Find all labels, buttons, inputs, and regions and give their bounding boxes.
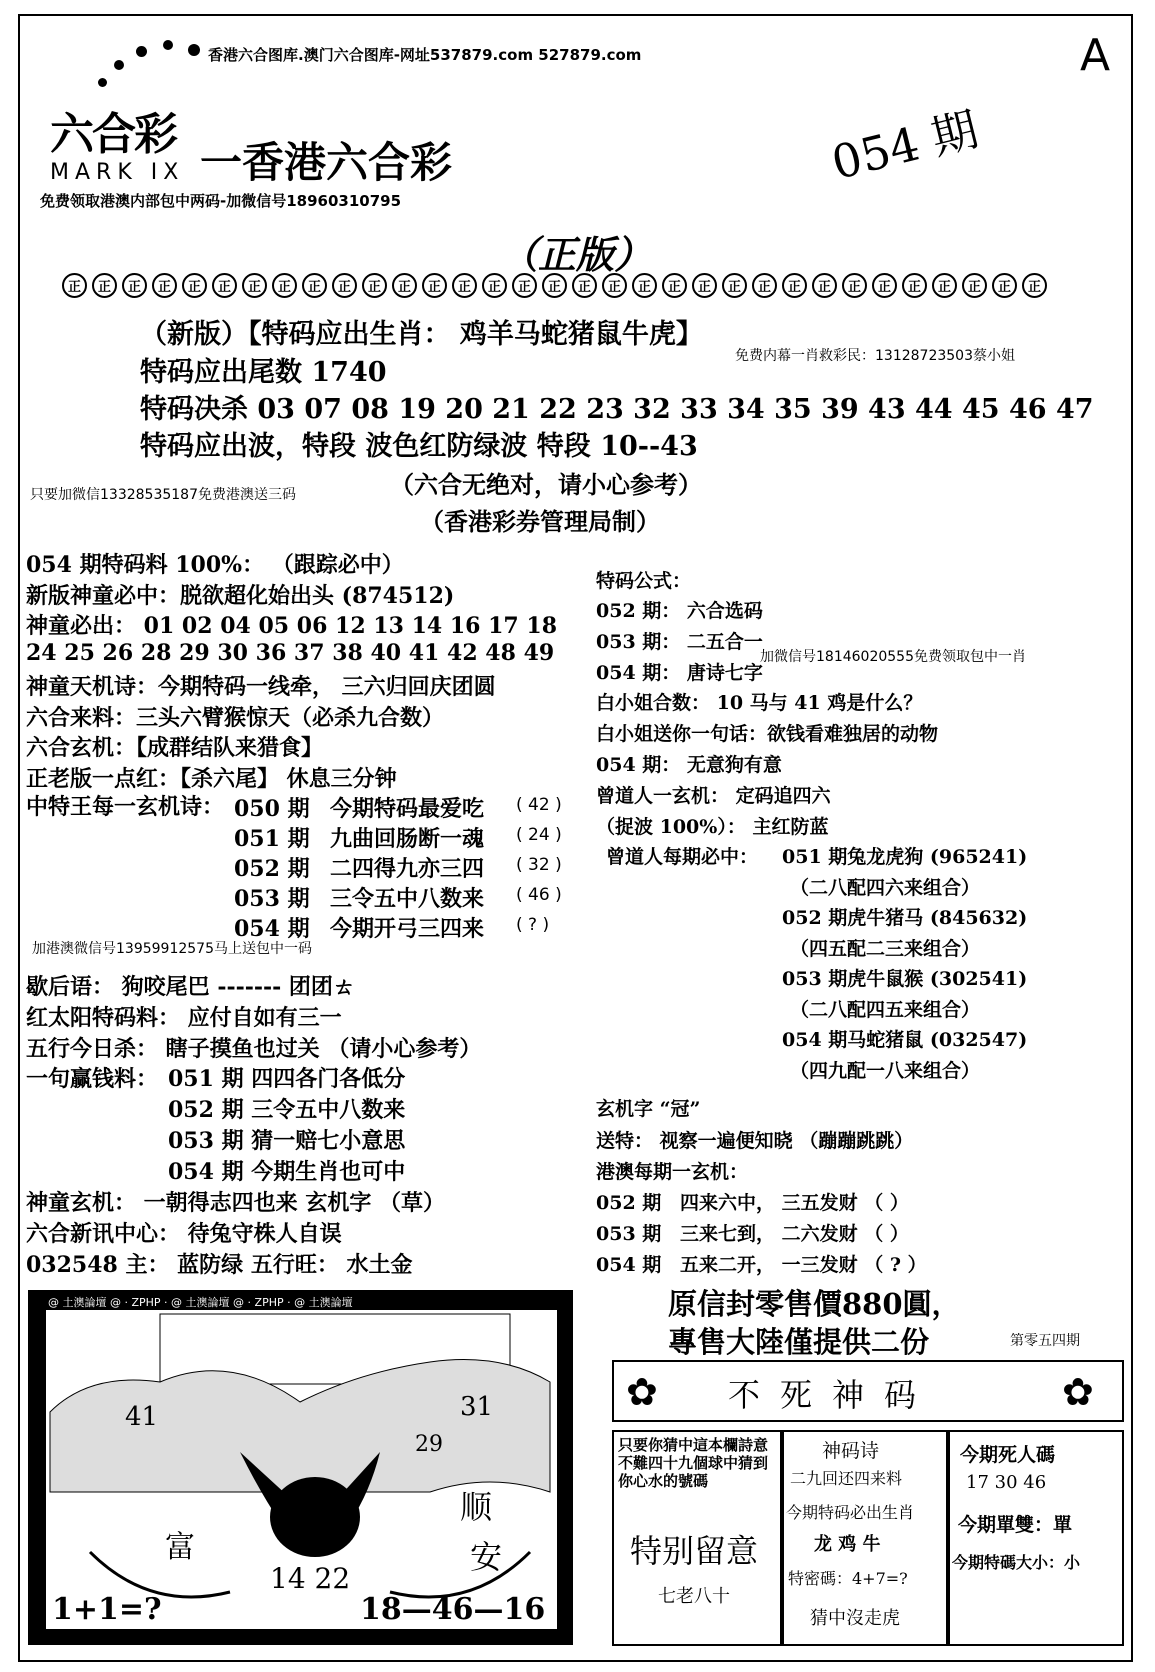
song-te: 送特： 视察一遍便知晓 （蹦蹦跳跳）	[596, 1130, 914, 1152]
zeng-label: 曾道人每期必中：	[606, 846, 759, 868]
pic-nums-bottom: 14 22	[270, 1562, 351, 1595]
gangao-text: 三来七到， 二六发财 （ ）	[680, 1223, 909, 1245]
zheng-badge: 正	[782, 273, 807, 298]
poem-num: ( ? )	[516, 915, 550, 935]
period-tag: 第零五四期	[1010, 1333, 1080, 1349]
left-line: 032548 主： 蓝防绿 五行旺： 水土金	[26, 1252, 413, 1278]
zheng-badge-row	[62, 273, 1047, 298]
formula-row: 054 期： 唐诗七字	[596, 662, 763, 684]
formula-row: 053 期： 二五合一	[596, 631, 763, 653]
logo-title: 一香港六合彩	[200, 138, 453, 187]
decor-dot	[188, 44, 200, 56]
zheng-badge: 正	[302, 273, 327, 298]
zeng-row: （四九配一八来组合）	[790, 1059, 981, 1082]
poem-num: ( 32 )	[516, 855, 562, 875]
left-line: 六合来料：三头六臂猴惊天（必杀九合数）	[26, 704, 445, 731]
big-small: 今期特碼大小：小	[952, 1553, 1081, 1572]
zheng-badge: 正	[812, 273, 837, 298]
promo-right-2: 加微信号18146020555免费领取包中一肖	[760, 649, 1026, 665]
zheng-badge: 正	[962, 273, 987, 298]
must-value: 龙 鸡 牛	[814, 1534, 881, 1555]
zheng-badge: 正	[452, 273, 477, 298]
pic-num-c: 29	[415, 1432, 443, 1457]
title-text: 不死神码	[728, 1376, 937, 1414]
flower-icon: ✿	[626, 1370, 658, 1414]
zheng-badge: 正	[542, 273, 567, 298]
zheng-badge: 正	[122, 273, 147, 298]
money-row: 053 期 猜一赔七小意思	[168, 1128, 406, 1154]
poem-label: 中特王每一玄机诗：	[26, 794, 225, 820]
left-line: 六合新讯中心： 待兔守株人自误	[26, 1221, 342, 1247]
promo-2: 加港澳微信号13959912575马上送包中一码	[32, 941, 312, 957]
zeng-row: 052 期虎牛猪马 (845632)	[782, 907, 1028, 929]
zheng-badge: 正	[662, 273, 687, 298]
poem-period: 051 期	[234, 826, 310, 852]
poem-num: ( 42 )	[516, 795, 562, 815]
pic-char-right-2: 安	[470, 1538, 503, 1576]
poem-period: 052 期	[234, 856, 310, 882]
left-line: 六合玄机：【成群结队来猎食】	[26, 735, 324, 761]
money-row: 051 期 四四各门各低分	[168, 1066, 406, 1092]
site-line: 香港六合图库.澳门六合图库-网址537879.com 527879.com	[208, 46, 642, 64]
issue-number: 054 期	[826, 101, 984, 191]
promo-left: 只要加微信13328535187免费港澳送三码	[30, 487, 296, 503]
caution-line: （六合无绝对，请小心参考）	[390, 470, 702, 499]
zheng-badge: 正	[422, 273, 447, 298]
zheng-badge: 正	[722, 273, 747, 298]
zheng-badge: 正	[272, 273, 297, 298]
pic-bottom-nums: 18—46—16	[360, 1592, 546, 1627]
poem-text: 今期特码最爱吃	[330, 796, 485, 822]
dead-nums: 17 30 46	[966, 1472, 1047, 1493]
logo-sub: MARK IX	[50, 160, 185, 185]
picture-box	[28, 1290, 573, 1645]
formula-title: 特码公式：	[596, 570, 692, 592]
poem-text: 三令五中八数来	[330, 886, 485, 912]
gangao-period: 054 期	[596, 1254, 662, 1276]
pic-char-right-1: 顺	[460, 1488, 493, 1526]
zheng-badge: 正	[572, 273, 597, 298]
secret-code: 特密碼：4+7=?	[788, 1569, 908, 1588]
left-line: 神童天机诗：今期特码一线牵， 三六归回庆团圆	[26, 674, 496, 700]
left-line: 正老版一点红：【杀六尾】 休息三分钟	[26, 765, 397, 792]
odd-even: 今期單雙：單	[958, 1514, 1073, 1536]
zeng-row: （四五配二三来组合）	[790, 937, 981, 960]
zheng-badge: 正	[242, 273, 267, 298]
poem-text: 今期开弓三四来	[330, 916, 485, 942]
zheng-badge: 正	[632, 273, 657, 298]
formula-row: 052 期： 六合选码	[596, 600, 763, 622]
money-row: 054 期 今期生肖也可中	[168, 1159, 406, 1185]
poem-title: 神码诗	[822, 1440, 880, 1462]
bureau-line: （香港彩券管理局制）	[420, 507, 660, 536]
zeng-row: （二八配四五来组合）	[790, 998, 981, 1021]
tail-line: 特码应出尾数 1740	[140, 357, 387, 388]
gangao-period: 053 期	[596, 1223, 662, 1245]
zheng-badge: 正	[332, 273, 357, 298]
guess-line: 猜中沒走虎	[810, 1608, 900, 1629]
zheng-badge: 正	[362, 273, 387, 298]
must-label: 今期特码必出生肖	[786, 1503, 915, 1522]
zheng-badge: 正	[692, 273, 717, 298]
zeng-row: （二八配四六来组合）	[790, 876, 981, 899]
kill-line: 特码决杀 03 07 08 19 20 21 22 23 32 33 34 35 39 43 44 45 46 47	[140, 394, 1094, 425]
right-line: 曾道人一玄机： 定码追四六	[596, 785, 831, 807]
zheng-badge: 正	[932, 273, 957, 298]
pic-formula: 1+1=?	[52, 1592, 162, 1627]
poem-text: 九曲回肠断一魂	[330, 826, 485, 852]
zheng-badge: 正	[182, 273, 207, 298]
zheng-badge: 正	[512, 273, 537, 298]
decor-dot	[163, 40, 173, 50]
poem-period: 050 期	[234, 796, 310, 822]
qilao: 七老八十	[658, 1586, 730, 1607]
left-line: 歇后语： 狗咬尾巴 ------- 团团ㄊ	[26, 974, 355, 1000]
wave-line: 特码应出波，特段 波色红防绿波 特段 10--43	[140, 431, 698, 462]
zheng-badge: 正	[602, 273, 627, 298]
zheng-badge: 正	[212, 273, 237, 298]
promo-right: 免费内幕一肖救彩民：13128723503蔡小姐	[735, 348, 1015, 364]
zeng-row: 054 期马蛇猪鼠 (032547)	[782, 1029, 1028, 1051]
left-line: 24 25 26 28 29 30 36 37 38 40 41 42 48 49	[26, 639, 555, 666]
gangao-label: 港澳每期一玄机：	[596, 1161, 749, 1183]
poem-num: ( 46 )	[516, 885, 562, 905]
gangao-period: 052 期	[596, 1192, 662, 1214]
left-line: 神童必出： 01 02 04 05 06 12 13 14 16 17 18	[26, 613, 558, 639]
zheng-badge: 正	[1022, 273, 1047, 298]
price-line: 原信封零售價880圓，	[668, 1287, 961, 1321]
right-line: （捉波 100%）： 主红防蓝	[596, 816, 829, 838]
zeng-row: 053 期虎牛鼠猴 (302541)	[782, 968, 1028, 990]
left-line: 五行今日杀： 瞎子摸鱼也过关 （请小心参考）	[26, 1036, 482, 1062]
pic-num-b: 31	[460, 1392, 494, 1422]
box-1-text: 只要你猜中這本欄詩意不難四十九個球中猜到你心水的號碼	[618, 1436, 769, 1490]
zheng-badge: 正	[902, 273, 927, 298]
poem-text: 二四得九亦三四	[330, 856, 485, 882]
zeng-row: 051 期兔龙虎狗 (965241)	[782, 846, 1028, 868]
decor-dot	[136, 46, 147, 57]
pic-num-a: 41	[125, 1402, 159, 1432]
right-line: 白小姐送你一句话：欲钱看难独居的动物	[596, 723, 939, 745]
zheng-badge: 正	[152, 273, 177, 298]
zheng-badge: 正	[92, 273, 117, 298]
sale-line: 專售大陸僅提供二份	[668, 1325, 930, 1359]
zheng-badge: 正	[62, 273, 87, 298]
left-line: 神童玄机： 一朝得志四也来 玄机字 （草）	[26, 1190, 445, 1216]
money-label: 一句赢钱料：	[26, 1066, 159, 1092]
special-note: 特别留意	[630, 1532, 759, 1570]
zheng-badge: 正	[752, 273, 777, 298]
corner-letter: A	[1080, 30, 1111, 81]
xuanji-zi: 玄机字 “冠”	[596, 1098, 701, 1120]
zheng-badge: 正	[482, 273, 507, 298]
watermark-top: @ 土澳論壇 @ · ZPHP · @ 土澳論壇 @ · ZPHP · @ 土澳論壇	[48, 1296, 353, 1309]
zheng-badge: 正	[392, 273, 417, 298]
right-line: 白小姐合数： 10 马与 41 鸡是什么？	[596, 692, 923, 714]
poem-line: 二九回还四来料	[790, 1469, 903, 1488]
left-line: 红太阳特码料： 应付自如有三一	[26, 1005, 342, 1031]
left-line: 新版神童必中：脱欲超化始出头 (874512)	[26, 582, 455, 609]
left-line: 054 期特码料 100%： （跟踪必中）	[26, 552, 404, 578]
promo-line: 免费领取港澳内部包中两码-加微信号18960310795	[40, 192, 402, 210]
zodiac-line: （新版）【特码应出生肖： 鸡羊马蛇猪鼠牛虎】	[140, 319, 703, 350]
gangao-text: 四来六中， 三五发财 （ ）	[680, 1192, 909, 1214]
right-line: 054 期： 无意狗有意	[596, 754, 782, 776]
flower-icon: ✿	[1062, 1370, 1094, 1414]
zheng-badge: 正	[992, 273, 1017, 298]
logo-text: 六合彩	[50, 109, 176, 160]
poem-period: 054 期	[234, 916, 310, 942]
zheng-badge: 正	[842, 273, 867, 298]
decor-dot	[98, 78, 107, 87]
pic-char-left: 富	[165, 1530, 195, 1565]
money-row: 052 期 三令五中八数来	[168, 1097, 406, 1123]
decor-dot	[114, 60, 124, 70]
poem-num: ( 24 )	[516, 825, 562, 845]
poem-period: 053 期	[234, 886, 310, 912]
gangao-text: 五来二开， 一三发财 （ ? ）	[680, 1254, 927, 1276]
edition-title: （正版）	[500, 232, 653, 277]
dead-label: 今期死人碼	[960, 1444, 1056, 1466]
zheng-badge: 正	[872, 273, 897, 298]
